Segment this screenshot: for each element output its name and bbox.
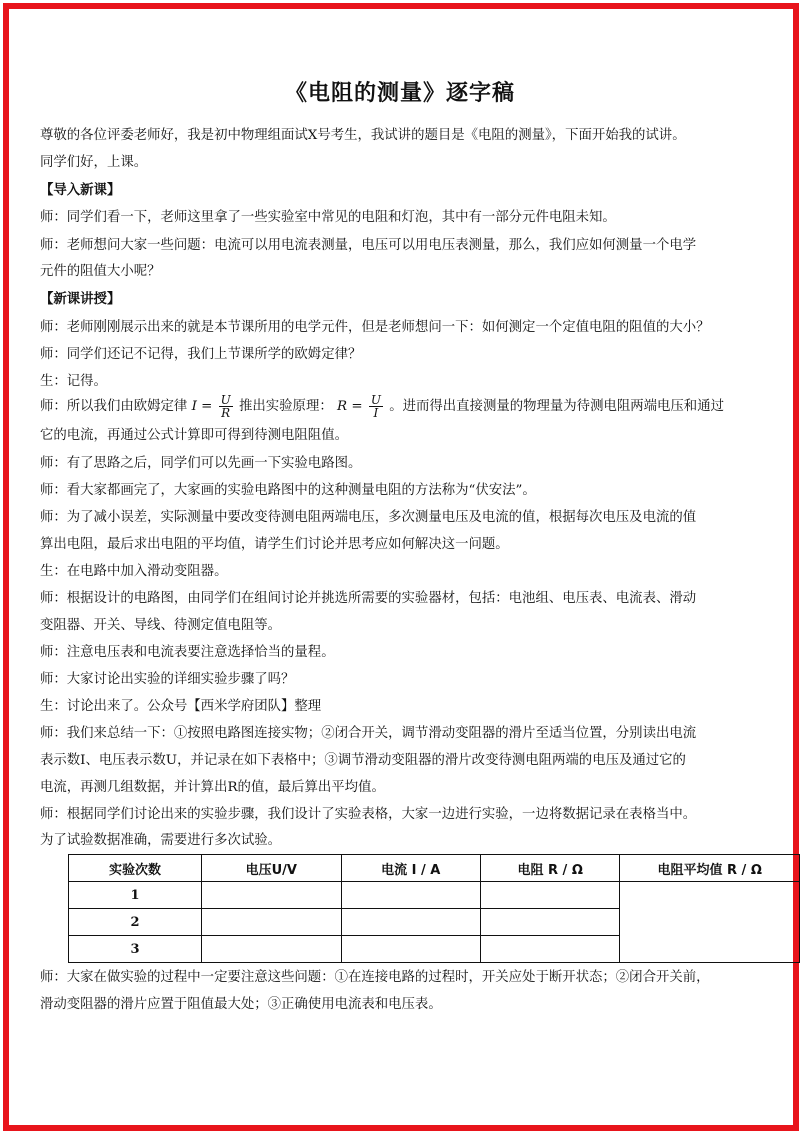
table-cell [202, 936, 341, 963]
table-cell [341, 882, 480, 909]
formula-principle-fraction [369, 394, 383, 419]
paragraph: 师：根据设计的电路图，由同学们在组间讨论并挑选所需要的实验器材，包括：电池组、电压表、电流表、滑动 [40, 591, 697, 606]
paragraph: 师：看大家都画完了，大家画的实验电路图中的这种测量电阻的方法称为“伏安法”。 [40, 483, 536, 498]
paragraph: 师：有了思路之后，同学们可以先画一下实验电路图。 [40, 456, 362, 471]
paragraph: 算出电阻，最后求出电阻的平均值，请学生们讨论并思考应如何解决这一问题。 [40, 537, 509, 552]
paragraph: 电流，再测几组数据，并计算出R的值，最后算出平均值。 [40, 780, 385, 795]
paragraph-formula [40, 394, 724, 420]
table-header-row [69, 855, 800, 882]
paragraph: 师：注意电压表和电流表要注意选择恰当的量程。 [40, 645, 335, 660]
paragraph: 元件的阻值大小呢？ [40, 264, 161, 279]
fraction-numerator: U [370, 393, 381, 407]
table-header: 电阻平均值 R / Ω [620, 855, 800, 882]
paragraph: 师：同学们还记不记得，我们上节课所学的欧姆定律？ [40, 347, 362, 362]
text: 师：所以我们由欧姆定律 [40, 399, 188, 414]
table-cell-average [620, 882, 800, 963]
formula-ohm-lhs: I = [191, 399, 213, 414]
table-cell-trial: 1 [69, 882, 202, 909]
paragraph: 生：在电路中加入滑动变阻器。 [40, 564, 228, 579]
table-cell-trial: 3 [69, 936, 202, 963]
paragraph: 师：我们来总结一下：①按照电路图连接实物；②闭合开关，调节滑动变阻器的滑片至适当位置，分别读出电流 [40, 726, 697, 741]
section-heading-new-lesson: 【新课讲授】 [40, 292, 121, 307]
paragraph: 师：根据同学们讨论出来的实验步骤，我们设计了实验表格，大家一边进行实验，一边将数据记录在表格当中。 [40, 807, 697, 822]
table-header: 实验次数 [69, 855, 202, 882]
paragraph: 师：大家讨论出实验的详细实验步骤了吗？ [40, 672, 295, 687]
paragraph: 师：大家在做实验的过程中一定要注意这些问题：①在连接电路的过程时，开关应处于断开状态；②闭合开关前， [40, 970, 710, 985]
table-header: 电压U/V [202, 855, 341, 882]
paragraph: 师：老师想问大家一些问题：电流可以用电流表测量，电压可以用电压表测量，那么，我们应如何测量一个电学 [40, 238, 697, 253]
document-title: 《电阻的测量》逐字稿 [284, 81, 515, 106]
fraction-denominator: I [373, 406, 379, 420]
table-header: 电流 I / A [341, 855, 480, 882]
paragraph: 变阻器、开关、导线、待测定值电阻等。 [40, 618, 282, 633]
fraction-numerator: U [220, 393, 231, 407]
table-cell [480, 936, 619, 963]
table-row [69, 882, 800, 909]
table-cell [341, 936, 480, 963]
table-cell [341, 909, 480, 936]
table-cell [202, 882, 341, 909]
paragraph: 师：为了减小误差，实际测量中要改变待测电阻两端电压，多次测量电压及电流的值，根据每次电压及电流的值 [40, 510, 697, 525]
intro-line-2: 同学们好，上课。 [40, 155, 148, 170]
table-cell [202, 909, 341, 936]
paragraph: 生：讨论出来了。公众号【西米学府团队】整理 [40, 699, 322, 714]
formula-ohm-fraction [219, 394, 233, 419]
table-header: 电阻 R / Ω [480, 855, 619, 882]
paragraph: 表示数I、电压表示数U，并记录在如下表格中；③调节滑动变阻器的滑片改变待测电阻两端的电压及通过它的 [40, 753, 686, 768]
section-heading-intro: 【导入新课】 [40, 183, 121, 198]
table-cell [480, 882, 619, 909]
paragraph: 滑动变阻器的滑片应置于阻值最大处；③正确使用电流表和电压表。 [40, 997, 442, 1012]
table-cell [480, 909, 619, 936]
paragraph: 为了试验数据准确，需要进行多次试验。 [40, 833, 282, 848]
text: 推出实验原理： [239, 399, 333, 414]
text: 。进而得出直接测量的物理量为待测电阻两端电压和通过 [389, 399, 724, 414]
paragraph: 生：记得。 [40, 374, 107, 389]
paragraph: 师：老师刚刚展示出来的就是本节课所用的电学元件，但是老师想问一下：如何测定一个定值电阻的阻值的大小？ [40, 320, 710, 335]
experiment-table [68, 854, 800, 963]
paragraph: 师：同学们看一下，老师这里拿了一些实验室中常见的电阻和灯泡，其中有一部分元件电阻未知。 [40, 210, 616, 225]
intro-line-1: 尊敬的各位评委老师好，我是初中物理组面试X号考生，我试讲的题目是《电阻的测量》，下面开始我的试讲。 [40, 128, 686, 143]
paragraph: 它的电流，再通过公式计算即可得到待测电阻阻值。 [40, 428, 348, 443]
fraction-denominator: R [221, 406, 231, 420]
table-cell-trial: 2 [69, 909, 202, 936]
formula-principle-lhs: R = [337, 399, 363, 414]
